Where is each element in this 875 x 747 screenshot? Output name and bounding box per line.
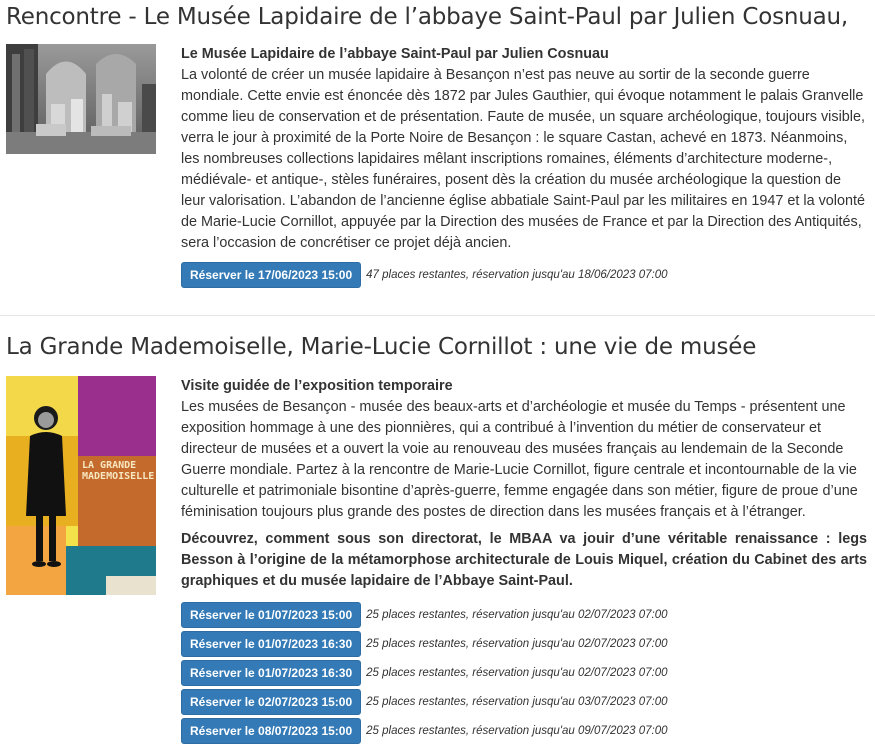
reserve-button[interactable]: Réserver le 08/07/2023 15:00 — [181, 718, 361, 744]
event-content — [181, 44, 867, 291]
slot-availability: 25 places restantes, réservation jusqu'au 09/07/2023 07:00 — [366, 724, 668, 737]
portrait-figure-icon — [16, 396, 76, 576]
slot-availability: 25 places restantes, réservation jusqu'au 02/07/2023 07:00 — [366, 637, 668, 650]
reserve-button[interactable]: Réserver le 01/07/2023 16:30 — [181, 660, 361, 686]
booking-slot — [181, 660, 867, 686]
event-title[interactable]: La Grande Mademoiselle, Marie-Lucie Cornillot : une vie de musée — [6, 334, 757, 360]
booking-slot — [181, 689, 867, 715]
event-card — [0, 0, 875, 300]
reserve-button[interactable]: Réserver le 02/07/2023 15:00 — [181, 689, 361, 715]
reserve-button[interactable]: Réserver le 01/07/2023 15:00 — [181, 602, 361, 628]
booking-slot — [181, 631, 867, 657]
slot-availability: 47 places restantes, réservation jusqu'au 18/06/2023 07:00 — [366, 268, 668, 281]
slot-availability: 25 places restantes, réservation jusqu'au 03/07/2023 07:00 — [366, 695, 668, 708]
event-divider — [0, 315, 875, 316]
exhibition-poster[interactable] — [6, 376, 156, 595]
event-card — [0, 330, 875, 742]
museum-interior-photo — [6, 44, 156, 154]
poster-title: LA GRANDE MADEMOISELLE — [82, 460, 155, 482]
event-subtitle: Visite guidée de l’exposition temporaire — [181, 378, 453, 394]
booking-slot — [181, 602, 867, 628]
booking-slot — [181, 718, 867, 744]
event-description: Les musées de Besançon - musée des beaux-arts et d’archéologie et musée du Temps - présentent une exposition hommage à une des pionnières, qui a contribué à l’invention du métier de conservateur et directeur de musées et a ouvert la voie au renouveau des musées français au lendemain de la Seconde Guerre mondiale. Partez à la rencontre de Marie-Lucie Cornillot, figure centrale et incontournable de la vie culturelle et patrimoniale bisontine d’après-guerre, femme engagée dans son métier, figure de proue d’une féminisation toujours plus grande des postes de direction dans les musées français et à l’étranger. — [181, 399, 858, 520]
reserve-button[interactable]: Réserver le 01/07/2023 16:30 — [181, 631, 361, 657]
event-photo[interactable] — [6, 44, 156, 154]
reserve-button[interactable]: Réserver le 17/06/2023 15:00 — [181, 262, 361, 288]
event-title[interactable]: Rencontre - Le Musée Lapidaire de l’abbaye Saint-Paul par Julien Cosnuau, — [6, 4, 848, 30]
booking-slot — [181, 262, 867, 288]
slot-availability: 25 places restantes, réservation jusqu'au 02/07/2023 07:00 — [366, 666, 668, 679]
event-description: La volonté de créer un musée lapidaire à Besançon n’est pas neuve au sortir de la seconde guerre mondiale. Cette envie est énoncée dès 1872 par Jules Gauthier, qui évoque notamment le palais Granvelle comme lieu de conservation et de présentation. Faute de musée, un square archéologique, toujours visible, verra le jour à proximité de la Porte Noire de Besançon : le square Castan, achevé en 1873. Néanmoins, les nombreuses collections lapidaires mêlant inscriptions romaines, éléments d’architecture moderne-, médiévale- et antique-, stèles funéraires, posent dès la création du musée archéologique la question de leur valorisation. L’abandon de l’ancienne église abbatiale Saint-Paul par les militaires en 1947 et la volonté de Marie-Lucie Cornillot, appuyée par la Direction des musées de France et par la Direction des Antiquités, sera l’occasion de concrétiser ce projet déjà ancien. — [181, 67, 865, 251]
event-highlight: Découvrez, comment sous son directorat, le MBAA va jouir d’une véritable renaissance : legs Besson à l’origine de la métamorphose architecturale de Louis Miquel, création du Cabinet des arts graphiques et du musée lapidaire de l’Abbaye Saint-Paul. — [181, 531, 867, 589]
slot-availability: 25 places restantes, réservation jusqu'au 02/07/2023 07:00 — [366, 608, 668, 621]
event-content — [181, 376, 867, 747]
event-subtitle: Le Musée Lapidaire de l’abbaye Saint-Paul par Julien Cosnuau — [181, 46, 609, 62]
